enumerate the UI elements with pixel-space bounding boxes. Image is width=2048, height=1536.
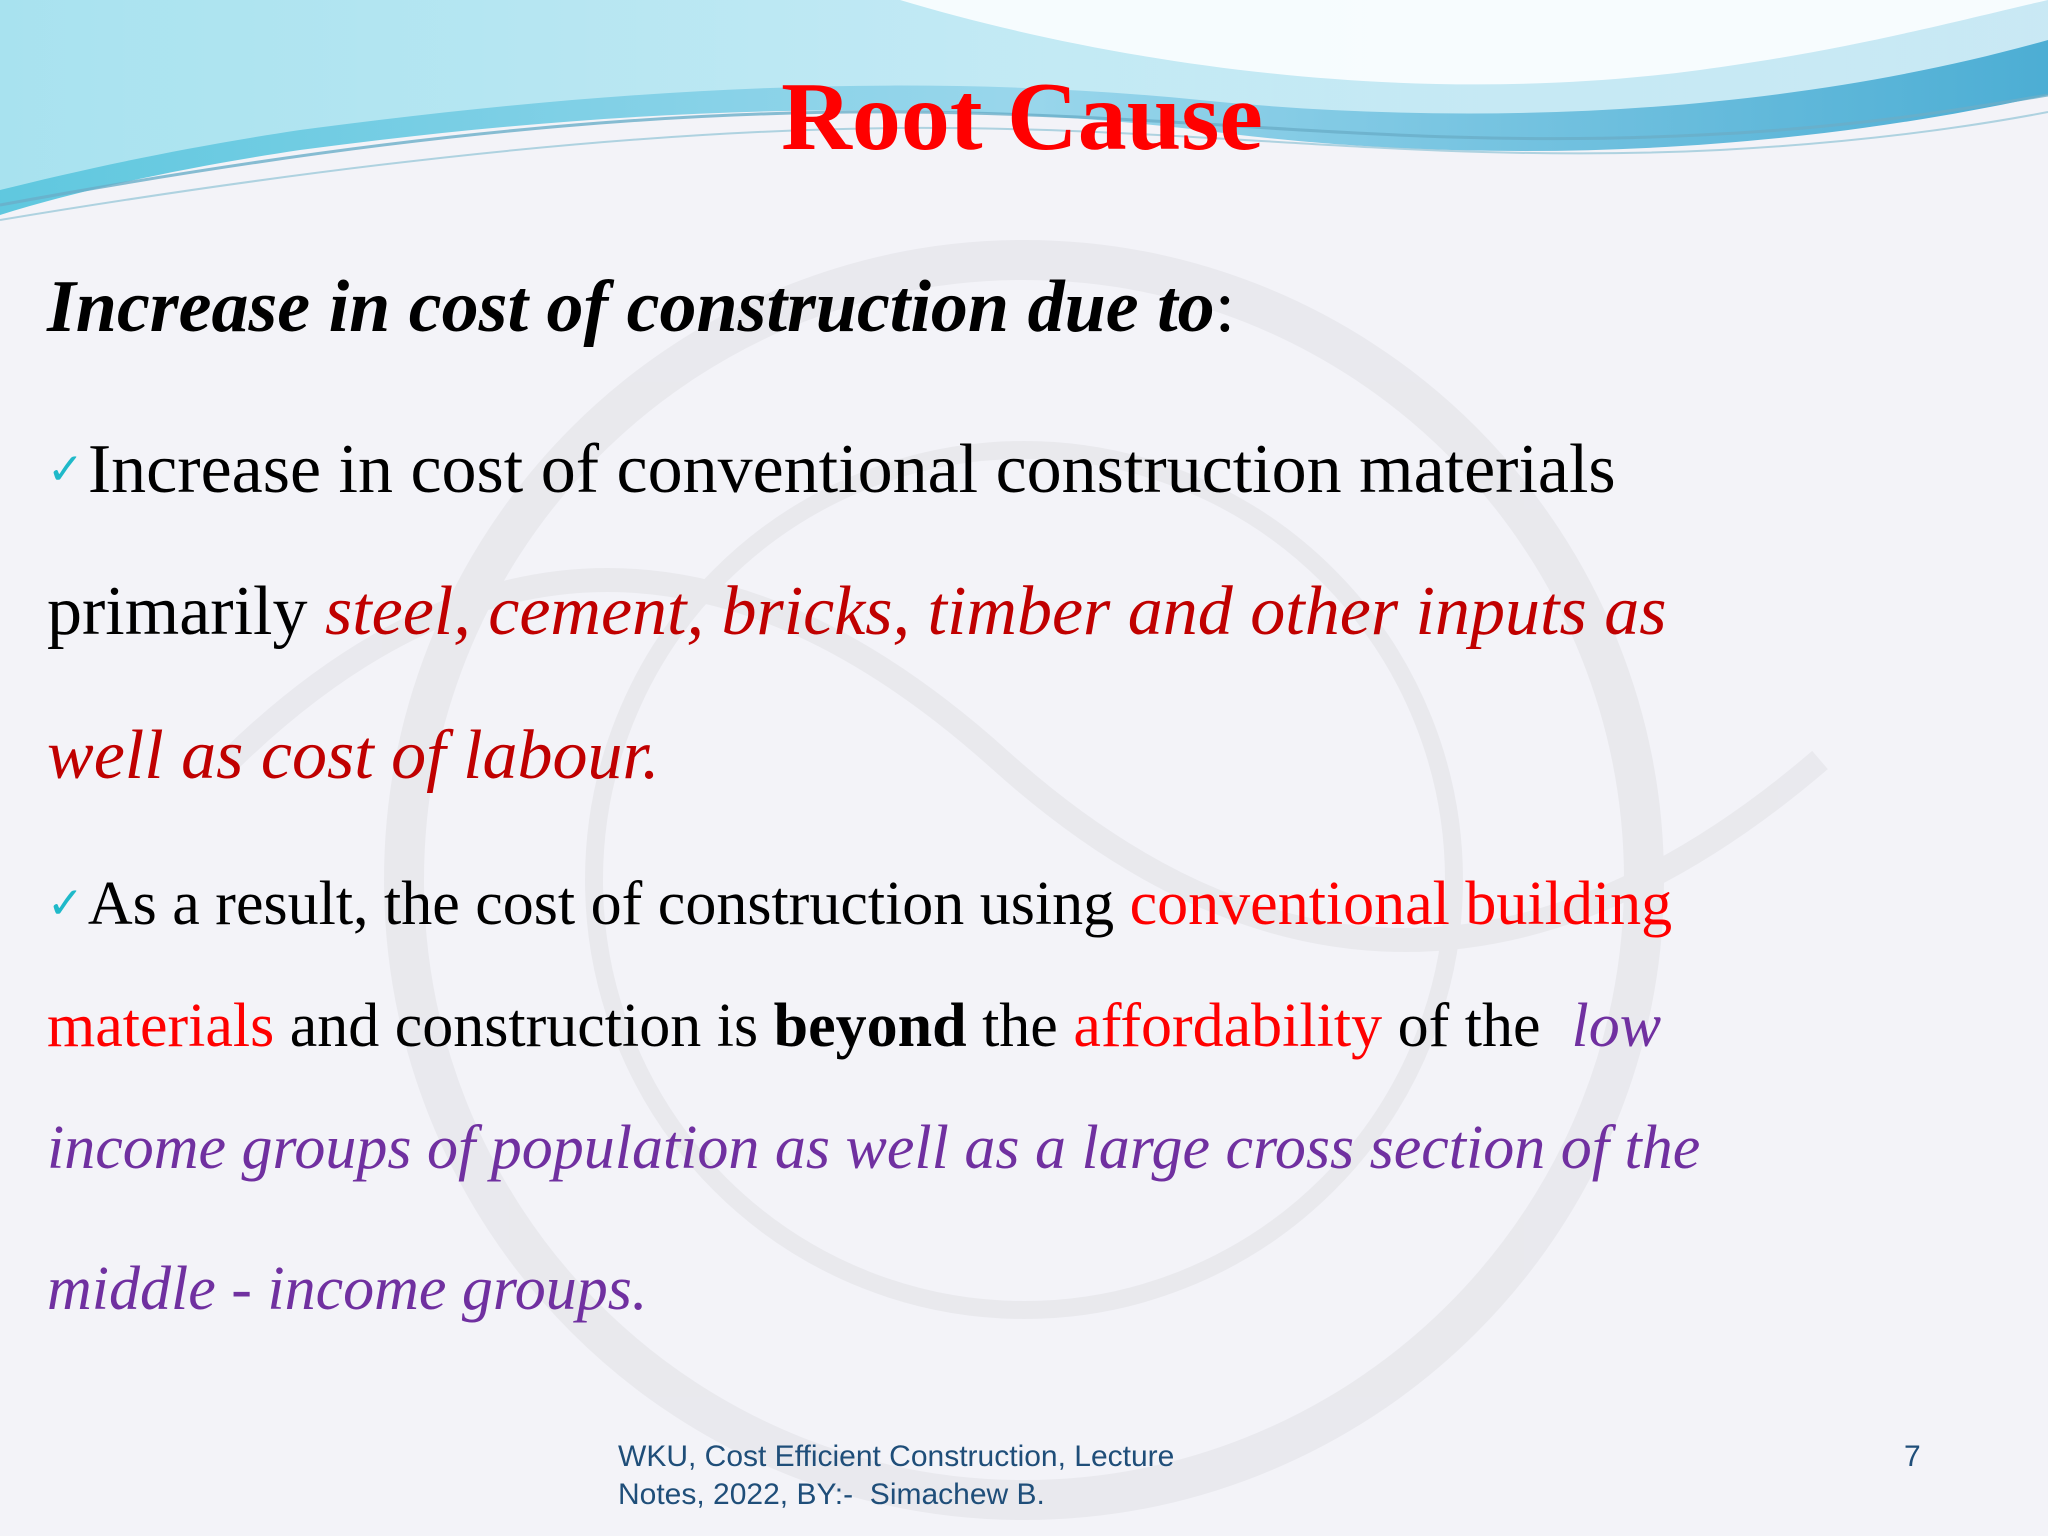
page-number: 7 bbox=[1904, 1440, 1921, 1473]
bullet-1-line-3 bbox=[47, 714, 660, 798]
bullet-2-line-2 bbox=[47, 984, 1661, 1068]
check-icon: ✓ bbox=[47, 444, 84, 495]
bullet-1-text: Increase in cost of conventional construction materials bbox=[87, 431, 1616, 508]
slide-title: Root Cause bbox=[781, 63, 1263, 171]
bullet-1-line-2 bbox=[47, 570, 1666, 654]
slide-footer bbox=[618, 1438, 1318, 1514]
bullet-2-materials: materials bbox=[47, 992, 275, 1060]
bullet-2-text-4: of the bbox=[1382, 992, 1572, 1060]
bullet-2-text-2: and construction is bbox=[274, 992, 774, 1060]
section-heading bbox=[47, 262, 1235, 352]
bullet-2-line-4 bbox=[47, 1247, 647, 1331]
bullet-2-text-3: the bbox=[966, 992, 1074, 1060]
bullet-1-materials: steel, cement, bricks, timber and other inputs as bbox=[324, 573, 1667, 650]
footer-line-1: WKU, Cost Efficient Construction, Lecture bbox=[618, 1440, 1175, 1473]
bullet-1-labour: well as cost of labour. bbox=[47, 717, 660, 794]
bullet-2-text: As a result, the cost of construction using bbox=[87, 870, 1130, 938]
bullet-2-income-groups: income groups of population as well as a large cross section of the bbox=[47, 1114, 1701, 1182]
bullet-2-affordability: affordability bbox=[1073, 992, 1383, 1060]
bullet-2-line-1 bbox=[47, 862, 1672, 946]
bullet-1-line-1 bbox=[47, 428, 1616, 512]
bullet-2-line-3 bbox=[47, 1106, 1700, 1190]
check-icon: ✓ bbox=[47, 878, 84, 929]
bullet-2-beyond: beyond bbox=[773, 992, 967, 1060]
heading-text: Increase in cost of construction due to bbox=[47, 266, 1215, 348]
bullet-2-conventional: conventional building bbox=[1129, 870, 1673, 938]
bullet-2-middle-income: middle - income groups. bbox=[47, 1255, 648, 1323]
heading-colon: : bbox=[1214, 266, 1236, 348]
bullet-2-low: low bbox=[1571, 992, 1662, 1060]
footer-line-2: Notes, 2022, BY:- Simachew B. bbox=[618, 1478, 1045, 1511]
bullet-1-plain: primarily bbox=[47, 573, 325, 650]
